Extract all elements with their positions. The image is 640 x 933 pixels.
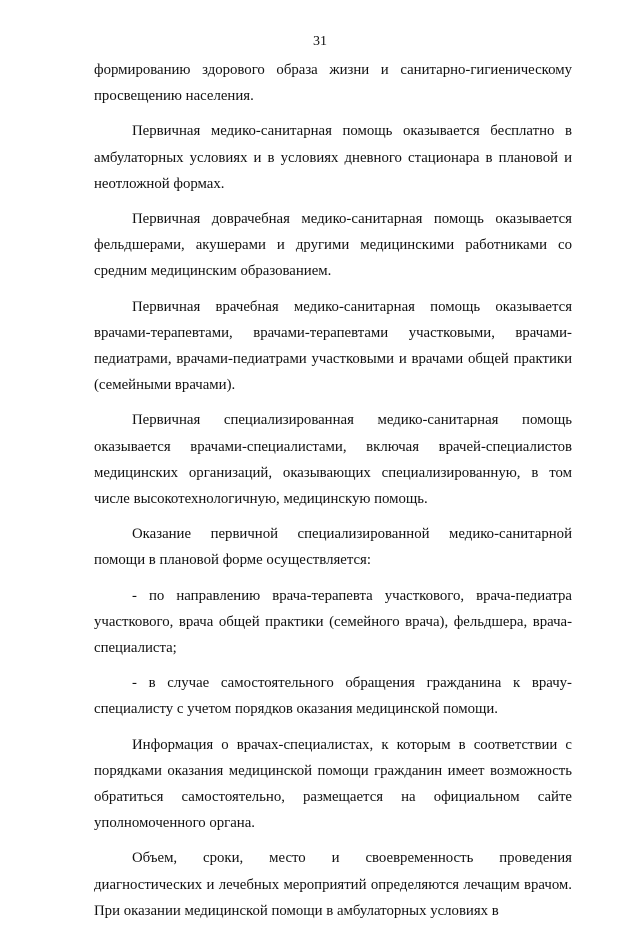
- paragraph-2: Первичная медико-санитарная помощь оказывается бесплатно в амбулаторных условиях и в условиях дневного стационара в плановой и неотложной формах.: [94, 123, 572, 192]
- paragraph-3: Первичная доврачебная медико-санитарная помощь оказывается фельдшерами, акушерами и другими медицинскими работниками со средним медицинским образованием.: [94, 211, 572, 280]
- paragraph-4: Первичная врачебная медико-санитарная помощь оказывается врачами-терапевтами, врачами-терапевтами участковыми, врачами-педиатрами, врачами-педиатрами участковыми и врачами общей практики (семейными врачами).: [94, 298, 572, 394]
- paragraph-8: Объем, сроки, место и своевременность проведения диагностических и лечебных мероприятий определяются лечащим врачом. При оказании медицинской помощи в амбулаторных условиях в: [94, 850, 572, 919]
- page-number: 31: [313, 34, 327, 49]
- list-item-1: - по направлению врача-терапевта участкового, врача-педиатра участкового, врача общей практики (семейного врача), фельдшера, врача-специалиста;: [94, 587, 572, 657]
- paragraph-7: Информация о врачах-специалистах, к которым в соответствии с порядками оказания медицинской помощи гражданин имеет возможность обратиться самостоятельно, размещается на официальном сайте уполномоченного органа.: [94, 736, 572, 832]
- paragraph-6: Оказание первичной специализированной медико-санитарной помощи в плановой форме осуществляется:: [94, 526, 572, 569]
- paragraph-5: Первичная специализированная медико-санитарная помощь оказывается врачами-специалистами, включая врачей-специалистов медицинских организаций, оказывающих специализированную, в том числе высокотехнологичную, медицинскую помощь.: [94, 412, 572, 508]
- paragraph-1: формированию здорового образа жизни и санитарно-гигиеническому просвещению населения.: [94, 62, 572, 105]
- list-item-2: - в случае самостоятельного обращения гражданина к врачу-специалисту с учетом порядков оказания медицинской помощи.: [94, 675, 572, 718]
- document-body: [94, 57, 572, 933]
